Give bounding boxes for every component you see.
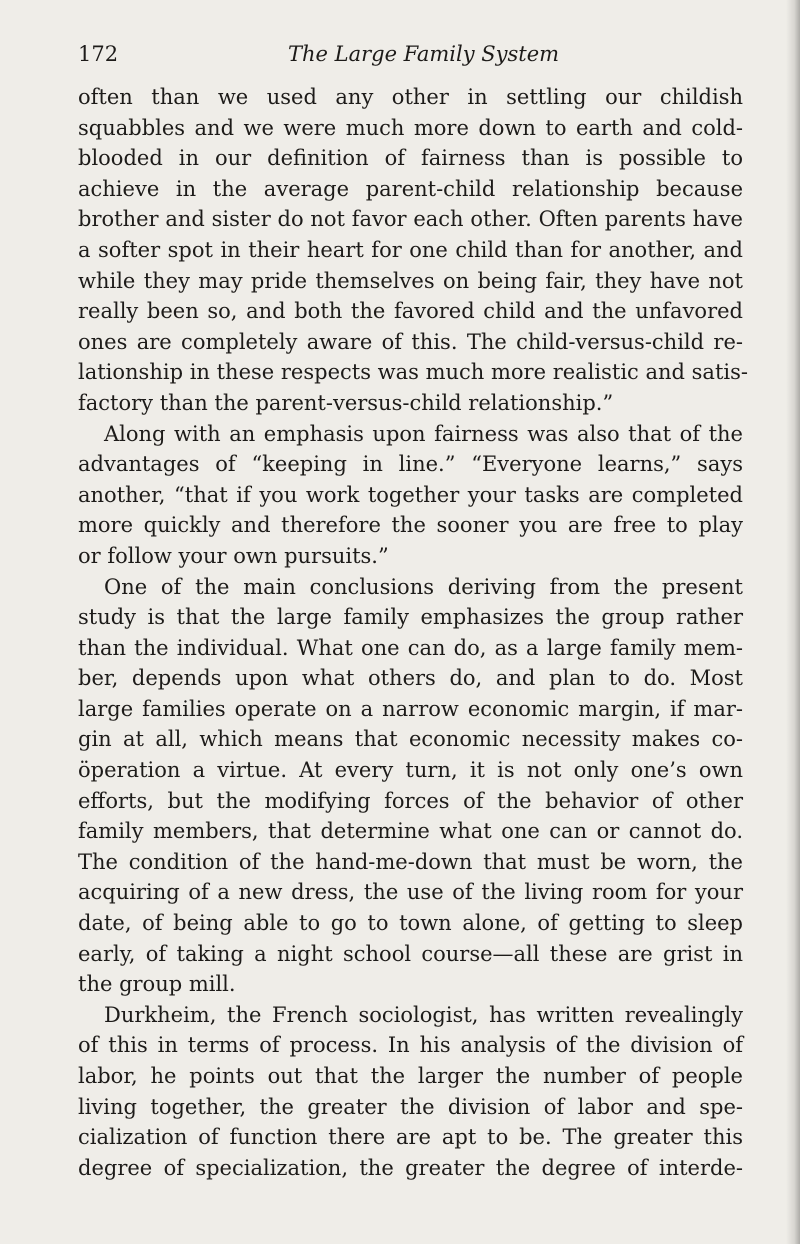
text-line: degree of specialization, the greater the degree of interde-: [78, 1155, 743, 1180]
text-line: date, of being able to go to town alone, of getting to sleep: [78, 911, 743, 936]
text-line: study is that the large family emphasizes the group rather: [78, 605, 743, 630]
text-line: One of the main conclusions deriving from the present: [104, 574, 743, 599]
text-line: ones are completely aware of this. The child-versus-child re-: [78, 329, 743, 354]
text-line: really been so, and both the favored child and the unfavored: [78, 299, 743, 324]
text-line: factory than the parent-versus-child relationship.”: [78, 390, 614, 415]
text-line: another, “that if you work together your tasks are completed: [78, 482, 743, 507]
text-line: large families operate on a narrow economic margin, if mar-: [78, 696, 743, 721]
text-line: The condition of the hand-me-down that must be worn, the: [78, 849, 743, 874]
text-line: living together, the greater the division of labor and spe-: [78, 1094, 743, 1119]
text-line: lationship in these respects was much more realistic and satis-: [78, 360, 748, 385]
text-line: efforts, but the modifying forces of the behavior of other: [78, 788, 743, 813]
text-line: Durkheim, the French sociologist, has written revealingly: [104, 1002, 743, 1027]
page-edge-shadow: [786, 0, 800, 1244]
text-line: brother and sister do not favor each other. Often parents have: [78, 207, 743, 232]
text-line: labor, he points out that the larger the number of people: [78, 1064, 743, 1088]
running-title: The Large Family System: [288, 42, 560, 66]
text-line: the group mill.: [78, 972, 236, 997]
page-number: 172: [78, 42, 119, 66]
text-line: family members, that determine what one can or cannot do.: [78, 819, 743, 844]
text-line: cialization of function there are apt to be. The greater this: [78, 1125, 743, 1150]
text-line: a softer spot in their heart for one child than for another, and: [78, 237, 743, 262]
text-line: advantages of “keeping in line.” “Everyone learns,” says: [78, 452, 743, 477]
text-line: Along with an emphasis upon fairness was also that of the: [104, 421, 743, 446]
text-line: or follow your own pursuits.”: [78, 543, 389, 568]
text-line: acquiring of a new dress, the use of the living room for your: [78, 880, 743, 905]
body-text: [78, 82, 748, 1183]
text-line: blooded in our definition of fairness than is possible to: [78, 146, 743, 171]
text-line: ber, depends upon what others do, and plan to do. Most: [78, 666, 743, 691]
text-line: than the individual. What one can do, as a large family mem-: [78, 635, 743, 660]
text-line: öperation a virtue. At every turn, it is not only one’s own: [78, 758, 743, 783]
text-line: early, of taking a night school course—all these are grist in: [78, 941, 743, 966]
text-line: gin at all, which means that economic necessity makes co-: [78, 727, 743, 752]
text-line: squabbles and we were much more down to earth and cold-: [78, 115, 743, 140]
text-line: while they may pride themselves on being fair, they have not: [78, 268, 743, 293]
text-line: often than we used any other in settling our childish: [78, 85, 743, 109]
text-line: of this in terms of process. In his analysis of the division of: [78, 1033, 743, 1058]
text-line: achieve in the average parent-child relationship because: [78, 176, 743, 201]
text-line: more quickly and therefore the sooner you are free to play: [78, 513, 743, 538]
page-header: [78, 40, 718, 70]
